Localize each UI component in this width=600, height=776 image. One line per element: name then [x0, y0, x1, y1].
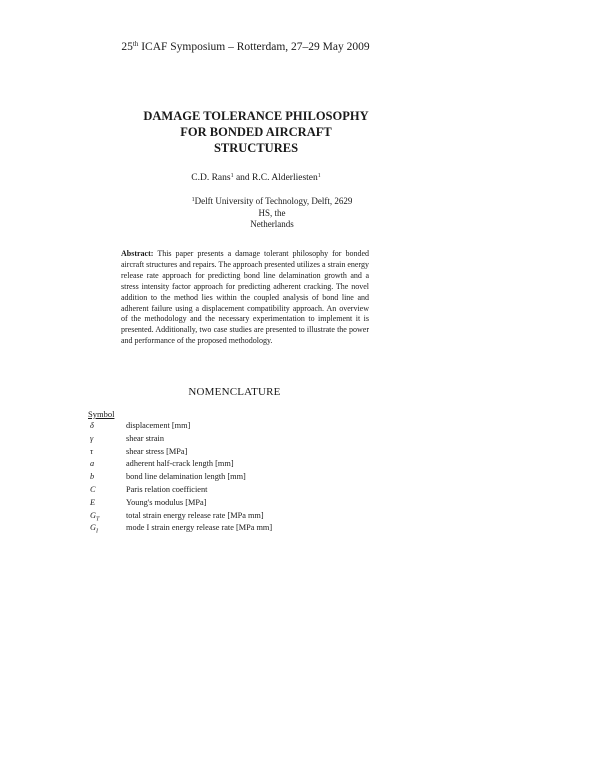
- title-line: STRUCTURES: [213, 141, 299, 155]
- nomenclature-symbol: γ: [90, 433, 94, 443]
- title-line: DAMAGE TOLERANCE PHILOSOPHY: [143, 109, 369, 123]
- nomenclature-list: [88, 421, 368, 536]
- nomenclature-symbol: b: [90, 472, 95, 482]
- nomenclature-symbol: δ: [90, 421, 94, 430]
- abstract-text: This paper presents a damage tolerant philosophy for bonded aircraft structures and repairs. The approach presented utilizes a strain energy release rate approach for predicting bond line delamination growth and a stress intensity factor approach for predicting adherent cracking. The novel addition to the method lies within the coupled analysis of bond line and adherent failure using a displacement compatibility approach. An overview of the methodology and the necessary experimentation to implement it is presented. Additionally, two case studies are presented to illustrate the power and performance of the proposed methodology.: [121, 249, 369, 346]
- nomenclature-definition: shear stress [MPa]: [126, 446, 188, 456]
- affiliation-mark: 1: [317, 173, 321, 179]
- affiliation-mark: 1: [230, 173, 234, 179]
- nomenclature-definition: mode I strain energy release rate [MPa mm]: [126, 523, 273, 533]
- title-line: FOR BONDED AIRCRAFT: [180, 125, 332, 139]
- nomenclature-symbol: a: [90, 459, 95, 469]
- abstract-label: Abstract:: [121, 249, 154, 258]
- nomenclature-definition: total strain energy release rate [MPa mm]: [126, 510, 264, 520]
- nomenclature-definition: Young's modulus [MPa]: [126, 497, 207, 507]
- nomenclature-definition: displacement [mm]: [126, 421, 191, 430]
- author-list: [0, 173, 512, 183]
- author-name: C.D. Rans: [191, 173, 231, 183]
- nomenclature-symbol: E: [90, 497, 96, 507]
- running-header: [0, 40, 491, 53]
- header-text: ICAF Symposium – Rotterdam, 27–29 May 2009: [138, 41, 370, 53]
- nomenclature-row: [88, 434, 368, 447]
- nomenclature-row: [88, 523, 368, 536]
- author-name: R.C. Alderliesten: [252, 173, 318, 183]
- nomenclature-symbol: C: [90, 484, 96, 494]
- affiliation: [186, 195, 358, 231]
- nomenclature-row: [88, 485, 368, 498]
- affiliation-mark: 1: [191, 197, 195, 203]
- nomenclature-symbol: τ: [90, 446, 93, 456]
- nomenclature-row: [88, 511, 368, 524]
- nomenclature-symbol: $G_I$: [90, 523, 98, 536]
- nomenclature-row: [88, 498, 368, 511]
- author-joiner: and: [233, 173, 253, 183]
- abstract: [121, 249, 369, 347]
- nomenclature-heading: NOMENCLATURE: [188, 386, 281, 398]
- nomenclature-definition: shear strain: [126, 433, 165, 443]
- affiliation-line: Delft University of Technology, Delft, 2629 HS, the: [194, 196, 353, 218]
- nomenclature-symbol: $G_T$: [90, 510, 100, 523]
- symbol-column-header: Symbol: [88, 409, 115, 419]
- nomenclature-row: [88, 459, 368, 472]
- nomenclature-definition: Paris relation coefficient: [126, 484, 208, 494]
- affiliation-line: Netherlands: [250, 219, 294, 229]
- nomenclature-row: [88, 472, 368, 485]
- header-ordinal-suffix: th: [132, 40, 139, 48]
- paper-title: [0, 108, 512, 156]
- nomenclature-definition: bond line delamination length [mm]: [126, 472, 246, 482]
- nomenclature-row: [88, 421, 368, 434]
- nomenclature-definition: adherent half-crack length [mm]: [126, 459, 234, 469]
- header-ordinal-number: 25: [121, 41, 133, 53]
- nomenclature-row: [88, 447, 368, 460]
